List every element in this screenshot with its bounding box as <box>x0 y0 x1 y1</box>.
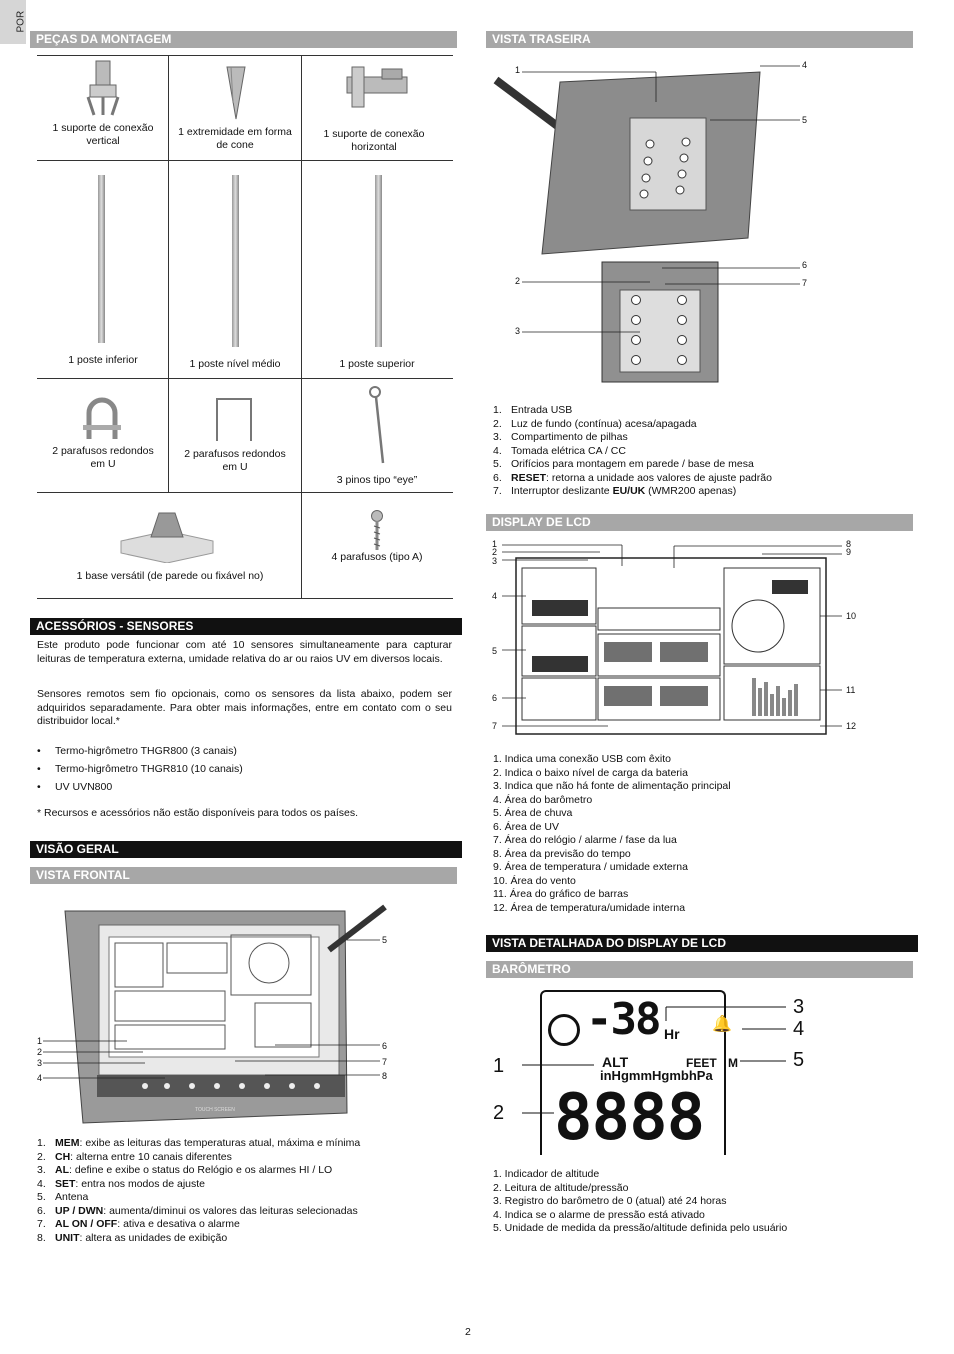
overview-header: VISÃO GERAL <box>30 841 462 858</box>
part-label: 1 poste inferior <box>68 354 138 366</box>
callout: 2 <box>492 547 498 557</box>
callout: 11 <box>846 685 856 695</box>
callout: 1 <box>493 1055 505 1077</box>
callout: 7 <box>382 1057 388 1067</box>
lcd-display-figure <box>492 538 862 738</box>
callout: 4 <box>802 60 808 70</box>
horizontal-bracket-image <box>342 63 412 113</box>
language-tab: POR <box>0 0 26 44</box>
accessories-header: ACESSÓRIOS - SENSORES <box>30 618 462 635</box>
footnote: * Recursos e acessórios não estão disponíveis para todos os países. <box>37 807 359 819</box>
callout: 1 <box>492 539 498 549</box>
callout: 8 <box>846 539 852 549</box>
callout: 4 <box>793 1018 805 1040</box>
lower-pole-image <box>98 175 105 343</box>
u-bolt-image <box>79 395 125 441</box>
rear-legend: 1. Entrada USB 2. Luz de fundo (contínua) acesa/apagada 3. Compartimento de pilhas 4. Tomada elétrica CA / CC 5. Orifícios para montagem em parede / base de mesa 6. RESET: retorna a unidade aos valores de ajuste padrão 7. Interruptor deslizante EU/UK (WMR200 apenas) <box>493 404 772 497</box>
callout: 6 <box>492 693 498 703</box>
callout: 5 <box>492 646 498 656</box>
callout: 3 <box>515 326 521 336</box>
callout: 3 <box>793 996 805 1018</box>
callout: 12 <box>846 721 857 731</box>
part-label: 1 poste nível médio <box>189 358 281 370</box>
alt-label: ALT <box>602 1054 629 1070</box>
touch-screen-label: TOUCH SCREEN <box>195 1107 235 1113</box>
callout: 5 <box>382 935 388 945</box>
callout: 1 <box>515 65 521 75</box>
detail-lcd-header: VISTA DETALHADA DO DISPLAY DE LCD <box>486 935 918 952</box>
callout: 7 <box>802 278 808 288</box>
barometer-main-reading: 8888 <box>554 1081 705 1155</box>
part-label: 1 suporte de conexão vertical <box>52 122 154 147</box>
part-label: 1 poste superior <box>339 358 415 370</box>
upper-pole-image <box>375 175 382 347</box>
barometer-callout-lines <box>510 995 790 1125</box>
page-number: 2 <box>465 1326 471 1338</box>
callout: 5 <box>802 115 808 125</box>
screw-image <box>370 510 384 552</box>
callout: 6 <box>382 1041 388 1051</box>
callout: 1 <box>37 1036 43 1046</box>
pressure-units: inHgmmHgmbhPa <box>600 1068 713 1083</box>
rear-view-figure <box>490 58 820 388</box>
accessories-paragraph: Este produto pode funcionar com até 10 sensores simultaneamente para capturar leituras de temperatura externa, umidade relativa do ar ou raios UV em diversos locais. <box>37 639 452 665</box>
bell-icon: 🔔 <box>712 1016 732 1033</box>
lcd-legend: 1. Indica uma conexão USB com êxito 2. Indica o baixo nível de carga da bateria 3. Indica que não há fonte de alimentação principal 4. Área do barômetro 5. Área de chuva 6. Área de UV 7. Área do relógio / alarme / fase da lua 8. Área da previsão do tempo 9. Área de temperatura / umidade externa 10. Área do vento 11. Área do gráfico de barras 12. Área de temperatura/umidade interna <box>493 753 731 914</box>
callout: 8 <box>382 1071 388 1081</box>
part-label: 1 suporte de conexão horizontal <box>323 128 425 153</box>
u-bolt-flat-image <box>213 395 255 443</box>
part-label: 4 parafusos (tipo A) <box>331 551 423 563</box>
m-label: M <box>728 1056 738 1070</box>
part-label: 2 parafusos redondos em U <box>184 448 286 473</box>
front-view-header: VISTA FRONTAL <box>30 867 457 884</box>
vertical-bracket-image <box>82 59 127 119</box>
callout: 2 <box>493 1102 505 1124</box>
barometer-legend: 1. Indicador de altitude 2. Leitura de altitude/pressão 3. Registro do barômetro de 0 (atual) até 24 horas 4. Indica se o alarme de pressão está ativado 5. Unidade de medida da pressão/altitude definida pelo usuário <box>493 1168 788 1234</box>
callout: 4 <box>492 591 498 601</box>
barometer-header: BARÔMETRO <box>486 961 913 978</box>
callout: 3 <box>492 556 498 566</box>
versatile-base-image <box>117 507 217 563</box>
middle-pole-image <box>232 175 239 347</box>
barometer-history-reading: -38 <box>586 994 660 1045</box>
part-label: 1 base versátil (de parede ou fixável no) <box>76 570 264 582</box>
front-legend: 1. MEM: exibe as leituras das temperaturas atual, máxima e mínima 2. CH: alterna entre 10 canais diferentes 3. AL: define e exibe o status do Relógio e os alarmes HI / LO 4. SET: entra nos modos de ajuste 5. Antena 6. UP / DWN: aumenta/diminui os valores das leituras selecionadas 7. AL ON / OFF: ativa e desativa o alarme 8. UNIT: altera as unidades de exibição <box>37 1137 361 1244</box>
part-label: 1 extremidade em forma de cone <box>178 126 292 151</box>
callout: 2 <box>515 276 521 286</box>
lcd-display-header: DISPLAY DE LCD <box>486 514 913 531</box>
callout: 9 <box>846 547 852 557</box>
callout: 3 <box>37 1058 43 1068</box>
eye-pin-image <box>367 385 389 465</box>
parts-header: PEÇAS DA MONTAGEM <box>30 31 457 48</box>
parts-table <box>37 55 453 599</box>
callout: 6 <box>802 260 808 270</box>
front-view-figure <box>35 895 405 1130</box>
callout: 7 <box>492 721 498 731</box>
callout: 4 <box>37 1073 43 1083</box>
hr-label: Hr <box>664 1026 680 1042</box>
callout: 5 <box>793 1049 805 1071</box>
part-label: 3 pinos tipo “eye” <box>336 474 418 486</box>
callout: 10 <box>846 611 857 621</box>
part-label: 2 parafusos redondos em U <box>52 445 154 470</box>
callout: 2 <box>37 1047 43 1057</box>
rear-view-header: VISTA TRASEIRA <box>486 31 913 48</box>
accessories-paragraph: Sensores remotos sem fio opcionais, como os sensores da lista abaixo, podem ser adquiridos separadamente. Para obter mais informações, entre em contato com o seu distribuidor local.* <box>37 688 452 727</box>
feet-label: FEET <box>686 1056 717 1070</box>
cone-tip-image <box>221 63 251 123</box>
